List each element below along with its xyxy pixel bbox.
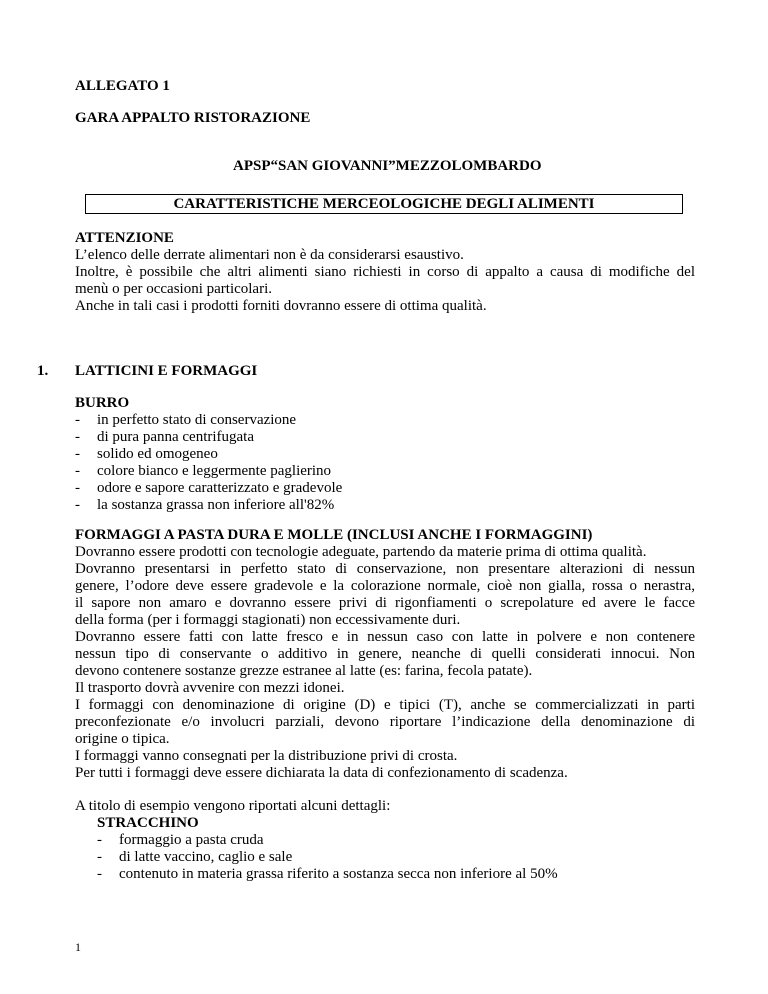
attenzione-line: Anche in tali casi i prodotti forniti dovranno essere di ottima qualità. xyxy=(75,298,487,314)
list-item-text: la sostanza grassa non inferiore all'82% xyxy=(97,497,335,513)
list-item-text: colore bianco e leggermente paglierino xyxy=(97,463,332,479)
list-item-text: in perfetto stato di conservazione xyxy=(97,412,297,428)
formaggi-line: genere, l’odore deve essere gradevole e la colorazione normale, cioè non gialla, rossa o nerastra, xyxy=(75,578,695,594)
dash-bullet: - xyxy=(97,832,102,848)
list-item-text: di latte vaccino, caglio e sale xyxy=(119,849,293,865)
attenzione-line: Inoltre, è possibile che altri alimenti siano richiesti in corso di appalto a causa di modifiche del xyxy=(75,264,695,280)
list-item-text: solido ed omogeneo xyxy=(97,446,218,462)
section-title: LATTICINI E FORMAGGI xyxy=(75,363,258,379)
formaggi-line: il sapore non amaro e dovranno essere privi di rigonfiamenti o screpolature ed avere le facce xyxy=(75,595,695,611)
boxed-section-title: CARATTERISTICHE MERCEOLOGICHE DEGLI ALIMENTI xyxy=(85,194,683,214)
attenzione-title: ATTENZIONE xyxy=(75,230,174,246)
list-item-text: di pura panna centrifugata xyxy=(97,429,255,445)
dash-bullet: - xyxy=(75,446,80,462)
dash-bullet: - xyxy=(75,497,80,513)
formaggi-line: I formaggi vanno consegnati per la distribuzione privi di crosta. xyxy=(75,748,458,764)
formaggi-line: della forma (per i formaggi stagionati) non eccessivamente duri. xyxy=(75,612,461,628)
list-item-text: formaggio a pasta cruda xyxy=(119,832,264,848)
formaggi-line: Per tutti i formaggi deve essere dichiarata la data di confezionamento di scadenza. xyxy=(75,765,568,781)
allegato-label: ALLEGATO 1 xyxy=(75,78,170,94)
formaggi-line: Il trasporto dovrà avvenire con mezzi idonei. xyxy=(75,680,345,696)
list-item-text: contenuto in materia grassa riferito a sostanza secca non inferiore al 50% xyxy=(119,866,558,882)
section-number: 1. xyxy=(37,363,49,379)
attenzione-line: menù o per occasioni particolari. xyxy=(75,281,273,297)
ente-title: APSP“SAN GIOVANNI”MEZZOLOMBARDO xyxy=(233,158,542,174)
formaggi-line: I formaggi con denominazione di origine (D) e tipici (T), anche se commercializzati in parti xyxy=(75,697,695,713)
formaggi-line: devono contenere sostanze grezze estranee al latte (es: farina, fecola patate). xyxy=(75,663,533,679)
formaggi-line: Dovranno essere fatti con latte fresco e in nessun caso con latte in polvere e non contenere xyxy=(75,629,695,645)
formaggi-title: FORMAGGI A PASTA DURA E MOLLE (INCLUSI ANCHE I FORMAGGINI) xyxy=(75,527,593,543)
burro-title: BURRO xyxy=(75,395,130,411)
stracchino-title: STRACCHINO xyxy=(97,815,199,831)
dash-bullet: - xyxy=(75,463,80,479)
dash-bullet: - xyxy=(75,429,80,445)
page-number: 1 xyxy=(75,940,81,954)
formaggi-line: origine o tipica. xyxy=(75,731,170,747)
dash-bullet: - xyxy=(97,849,102,865)
esempio-text: A titolo di esempio vengono riportati alcuni dettagli: xyxy=(75,798,391,814)
formaggi-line: Dovranno presentarsi in perfetto stato di conservazione, non presentare alterazioni di nessun xyxy=(75,561,695,577)
dash-bullet: - xyxy=(75,480,80,496)
formaggi-line: nessun tipo di conservante o additivo in genere, neanche di quelli considerati innocui. Non xyxy=(75,646,695,662)
dash-bullet: - xyxy=(75,412,80,428)
gara-title: GARA APPALTO RISTORAZIONE xyxy=(75,110,311,126)
dash-bullet: - xyxy=(97,866,102,882)
list-item-text: odore e sapore caratterizzato e gradevole xyxy=(97,480,343,496)
formaggi-line: preconfezionate e/o involucri parziali, devono riportare l’indicazione della denominazione di xyxy=(75,714,695,730)
formaggi-line: Dovranno essere prodotti con tecnologie adeguate, partendo da materie prima di ottima qualità. xyxy=(75,544,647,560)
attenzione-line: L’elenco delle derrate alimentari non è da considerarsi esaustivo. xyxy=(75,247,464,263)
